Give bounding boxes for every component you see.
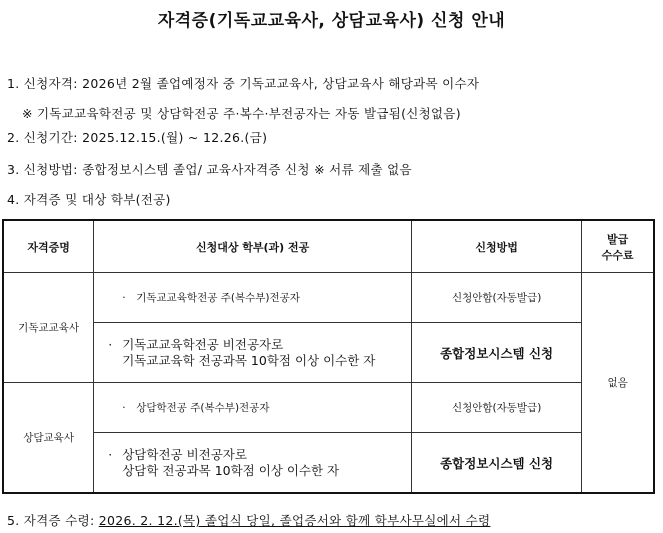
- target-cell: [94, 323, 412, 383]
- page-title: 자격증(기독교교육사, 상담교육사) 신청 안내: [157, 11, 506, 31]
- method-cell: 종합정보시스템 신청: [412, 433, 582, 493]
- item-2-period: 2. 신청기간: 2025.12.15.(월) ~ 12.26.(금): [7, 130, 268, 145]
- header-cert: 자격증명: [4, 221, 94, 273]
- method-cell: 신청안함(자동발급): [412, 383, 582, 433]
- table-row: [4, 383, 654, 433]
- target-line-1: 기독교교육학전공 비전공자로: [122, 336, 284, 352]
- header-target: 신청대상 학부(과) 전공: [94, 221, 412, 273]
- item-5-prefix: 5. 자격증 수령:: [7, 513, 99, 528]
- method-cell: 신청안함(자동발급): [412, 273, 582, 323]
- bullet: ·: [122, 292, 126, 304]
- target-line-2: 상담학 전공과목 10학점 이상 이수한 자: [122, 462, 340, 478]
- item-3-method: 3. 신청방법: 종합정보시스템 졸업/ 교육사자격증 신청 ※ 서류 제출 없음: [7, 162, 412, 177]
- header-fee: [582, 221, 654, 273]
- item-4-heading: 4. 자격증 및 대상 학부(전공): [7, 192, 171, 207]
- table-header-row: [4, 221, 654, 273]
- method-cell: 종합정보시스템 신청: [412, 323, 582, 383]
- table-row: [4, 433, 654, 493]
- target-text: 기독교교육학전공 주(복수부)전공자: [136, 292, 300, 304]
- header-fee-line2: 수수료: [601, 248, 634, 262]
- header-fee-line1: 발급: [606, 232, 629, 246]
- target-text: 상담학전공 주(복수부)전공자: [136, 402, 270, 414]
- target-line-1: 상담학전공 비전공자로: [122, 446, 247, 462]
- item-1-eligibility: 1. 신청자격: 2026년 2월 졸업예정자 중 기독교교육사, 상담교육사 해당과목 이수자: [7, 76, 480, 91]
- target-cell: [94, 383, 412, 433]
- cert-name-counseling-education: 상담교육사: [4, 383, 94, 493]
- item-5-receipt: [7, 511, 490, 529]
- target-cell: [94, 273, 412, 323]
- bullet: ·: [108, 336, 113, 352]
- certificate-table: [3, 220, 654, 493]
- header-method: 신청방법: [412, 221, 582, 273]
- item-1-note: ※ 기독교교육학전공 및 상담학전공 주·복수·부전공자는 자동 발급됨(신청없음): [22, 106, 461, 121]
- item-5-underlined: 2026. 2. 12.(목) 졸업식 당일, 졸업증서와 함께 학부사무실에서 수령: [98, 513, 491, 528]
- table-row: [4, 323, 654, 383]
- fee-value: 없음: [582, 273, 654, 493]
- target-cell: [94, 433, 412, 493]
- target-line-2: 기독교교육학 전공과목 10학점 이상 이수한 자: [122, 352, 376, 368]
- bullet: ·: [108, 446, 113, 462]
- table-row: [4, 273, 654, 323]
- cert-name-christian-education: 기독교교육사: [4, 273, 94, 383]
- bullet: ·: [122, 402, 126, 414]
